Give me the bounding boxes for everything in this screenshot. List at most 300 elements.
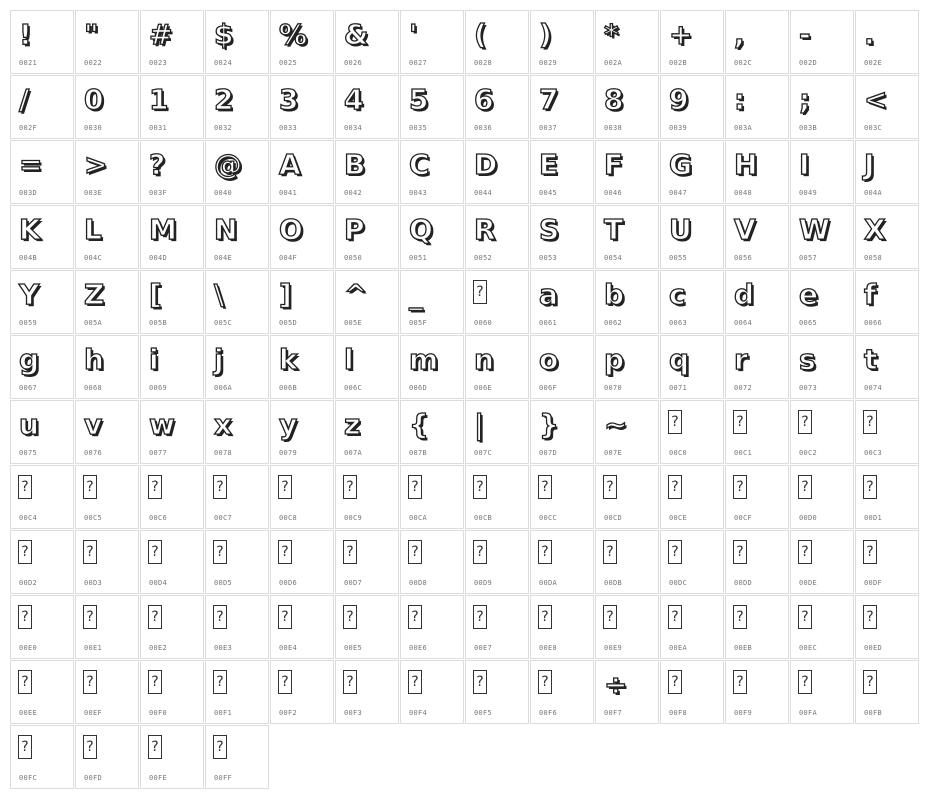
glyph-cell-00cf [725,465,789,529]
glyph-code: 00E1 [84,644,103,652]
glyph-char: < [864,83,888,116]
glyph-cell-0061 [530,270,594,334]
glyph-char: p [604,343,625,376]
missing-glyph-mark: ? [801,609,809,625]
glyph-char: M [149,213,177,246]
missing-glyph-mark: ? [606,609,614,625]
glyph-code: 0042 [344,189,363,197]
glyph-cell-004f [270,205,334,269]
glyph-cell-00f1 [205,660,269,724]
glyph-cell-00cc [530,465,594,529]
glyph-char: u [19,408,39,441]
glyph-cell-00ed [855,595,919,659]
missing-glyph-mark: ? [346,674,354,690]
glyph-code: 0060 [474,319,493,327]
glyph-code: 00DA [539,579,558,587]
glyph-char: V [734,213,756,246]
glyph-char: \ [214,278,225,311]
glyph-cell-0052 [465,205,529,269]
glyph-cell-00c8 [270,465,334,529]
glyph-code: 0050 [344,254,363,262]
glyph-cell-002c [725,10,789,74]
glyph-code: 0032 [214,124,233,132]
glyph-cell-003f [140,140,204,204]
glyph-cell-00f9 [725,660,789,724]
glyph-code: 0028 [474,59,493,67]
glyph-code: 00DE [799,579,818,587]
missing-glyph-icon [83,735,97,759]
missing-glyph-mark: ? [476,609,484,625]
glyph-cell-005d [270,270,334,334]
glyph-char: " [84,18,99,51]
glyph-char: 1 [149,83,169,116]
glyph-cell-006e [465,335,529,399]
missing-glyph-icon [213,540,227,564]
glyph-code: 0044 [474,189,493,197]
glyph-cell-00c1 [725,400,789,464]
missing-glyph-icon [538,475,552,499]
missing-glyph-icon [213,735,227,759]
missing-glyph-icon [278,670,292,694]
glyph-char: 4 [344,83,364,116]
missing-glyph-icon [863,410,877,434]
glyph-code: 0039 [669,124,688,132]
missing-glyph-mark: ? [216,739,224,755]
glyph-char: ' [409,18,418,51]
missing-glyph-icon [798,605,812,629]
glyph-cell-0075 [10,400,74,464]
glyph-char: ^ [344,278,368,311]
glyph-char: = [19,148,43,181]
glyph-code: 00EA [669,644,688,652]
glyph-char: W [799,213,830,246]
glyph-char: { [409,408,429,441]
glyph-code: 00DB [604,579,623,587]
glyph-code: 0037 [539,124,558,132]
missing-glyph-icon [18,605,32,629]
glyph-code: 004D [149,254,168,262]
glyph-code: 00C1 [734,449,753,457]
glyph-code: 0043 [409,189,428,197]
missing-glyph-icon [603,605,617,629]
missing-glyph-mark: ? [21,544,29,560]
glyph-cell-00c4 [10,465,74,529]
glyph-char: c [669,278,686,311]
glyph-code: 002E [864,59,883,67]
missing-glyph-mark: ? [216,479,224,495]
glyph-cell-00eb [725,595,789,659]
glyph-code: 00EC [799,644,818,652]
glyph-cell-003a [725,75,789,139]
missing-glyph-mark: ? [151,479,159,495]
glyph-code: 00F9 [734,709,753,717]
glyph-cell-0066 [855,270,919,334]
glyph-cell-00d4 [140,530,204,594]
glyph-cell-00fb [855,660,919,724]
glyph-cell-0063 [660,270,724,334]
glyph-char: C [409,148,430,181]
glyph-cell-0046 [595,140,659,204]
glyph-char: I [799,148,810,181]
glyph-char: 9 [669,83,689,116]
glyph-cell-00f8 [660,660,724,724]
missing-glyph-icon [278,605,292,629]
missing-glyph-icon [278,475,292,499]
missing-glyph-icon [863,475,877,499]
glyph-code: 00F0 [149,709,168,717]
glyph-cell-00f0 [140,660,204,724]
glyph-code: 00F2 [279,709,298,717]
glyph-cell-0043 [400,140,464,204]
glyph-code: 0051 [409,254,428,262]
glyph-cell-0062 [595,270,659,334]
missing-glyph-icon [473,670,487,694]
glyph-cell-00e6 [400,595,464,659]
glyph-code: 00EF [84,709,103,717]
glyph-code: 003C [864,124,883,132]
glyph-cell-0032 [205,75,269,139]
glyph-cell-0055 [660,205,724,269]
glyph-char: j [214,343,224,376]
glyph-char: @ [214,148,242,181]
glyph-code: 0035 [409,124,428,132]
missing-glyph-mark: ? [346,479,354,495]
glyph-code: 0054 [604,254,623,262]
missing-glyph-icon [603,475,617,499]
glyph-code: 00E0 [19,644,38,652]
missing-glyph-mark: ? [801,674,809,690]
glyph-code: 007B [409,449,428,457]
glyph-cell-00e0 [10,595,74,659]
glyph-code: 0023 [149,59,168,67]
glyph-char: 2 [214,83,234,116]
glyph-char: E [539,148,559,181]
glyph-code: 00C3 [864,449,883,457]
glyph-char: } [539,408,559,441]
missing-glyph-icon [473,280,487,304]
missing-glyph-mark: ? [281,479,289,495]
missing-glyph-mark: ? [541,674,549,690]
missing-glyph-icon [603,540,617,564]
glyph-cell-00da [530,530,594,594]
glyph-code: 006B [279,384,298,392]
missing-glyph-icon [408,540,422,564]
missing-glyph-mark: ? [606,544,614,560]
glyph-code: 00F6 [539,709,558,717]
missing-glyph-mark: ? [21,739,29,755]
glyph-code: 0026 [344,59,363,67]
glyph-char: 8 [604,83,624,116]
glyph-char: 7 [539,83,559,116]
glyph-char: q [669,343,690,376]
glyph-code: 0057 [799,254,818,262]
glyph-code: 00D4 [149,579,168,587]
glyph-code: 0024 [214,59,233,67]
glyph-code: 00E9 [604,644,623,652]
glyph-code: 0036 [474,124,493,132]
glyph-char: k [279,343,298,376]
missing-glyph-mark: ? [866,609,874,625]
glyph-char: N [214,213,238,246]
glyph-code: 0022 [84,59,103,67]
glyph-code: 00DF [864,579,883,587]
glyph-code: 00DD [734,579,753,587]
glyph-cell-00f3 [335,660,399,724]
glyph-code: 00C0 [669,449,688,457]
glyph-cell-00f2 [270,660,334,724]
missing-glyph-icon [798,475,812,499]
missing-glyph-icon [83,475,97,499]
glyph-code: 00EE [19,709,38,717]
missing-glyph-icon [83,605,97,629]
glyph-code: 00FD [84,774,103,782]
missing-glyph-mark: ? [281,609,289,625]
missing-glyph-icon [668,670,682,694]
missing-glyph-icon [863,670,877,694]
missing-glyph-mark: ? [866,674,874,690]
missing-glyph-mark: ? [281,674,289,690]
glyph-code: 00E5 [344,644,363,652]
glyph-code: 0066 [864,319,883,327]
missing-glyph-icon [733,475,747,499]
glyph-cell-0028 [465,10,529,74]
missing-glyph-mark: ? [866,414,874,430]
missing-glyph-mark: ? [866,544,874,560]
missing-glyph-icon [863,540,877,564]
glyph-char: x [214,408,233,441]
glyph-cell-00d1 [855,465,919,529]
glyph-cell-0041 [270,140,334,204]
glyph-code: 00C9 [344,514,363,522]
glyph-char: r [734,343,748,376]
glyph-code: 0030 [84,124,103,132]
glyph-cell-0058 [855,205,919,269]
glyph-char: h [84,343,104,376]
glyph-code: 00D7 [344,579,363,587]
missing-glyph-mark: ? [281,544,289,560]
glyph-code: 0025 [279,59,298,67]
glyph-cell-00df [855,530,919,594]
glyph-code: 00C5 [84,514,103,522]
glyph-code: 00D8 [409,579,428,587]
glyph-char: y [279,408,298,441]
glyph-code: 00D2 [19,579,38,587]
glyph-code: 002B [669,59,688,67]
glyph-char: | [474,408,485,441]
glyph-char: v [84,408,103,441]
glyph-code: 0065 [799,319,818,327]
glyph-cell-00c3 [855,400,919,464]
missing-glyph-icon [148,475,162,499]
missing-glyph-icon [798,670,812,694]
glyph-cell-0030 [75,75,139,139]
glyph-cell-0071 [660,335,724,399]
glyph-code: 006F [539,384,558,392]
glyph-code: 0056 [734,254,753,262]
glyph-cell-00e1 [75,595,139,659]
glyph-cell-00e3 [205,595,269,659]
glyph-code: 00FE [149,774,168,782]
glyph-cell-00fc [10,725,74,789]
glyph-cell-0074 [855,335,919,399]
glyph-cell-00c5 [75,465,139,529]
missing-glyph-mark: ? [541,479,549,495]
glyph-code: 0061 [539,319,558,327]
glyph-char: / [19,83,30,116]
glyph-char: O [279,213,303,246]
glyph-code: 006C [344,384,363,392]
glyph-code: 0073 [799,384,818,392]
glyph-cell-00d2 [10,530,74,594]
glyph-cell-0024 [205,10,269,74]
glyph-char: t [864,343,878,376]
glyph-code: 0059 [19,319,38,327]
glyph-code: 00E8 [539,644,558,652]
glyph-code: 00CC [539,514,558,522]
glyph-code: 00D9 [474,579,493,587]
missing-glyph-mark: ? [411,479,419,495]
glyph-char: a [539,278,558,311]
missing-glyph-mark: ? [736,414,744,430]
glyph-cell-0036 [465,75,529,139]
glyph-code: 0071 [669,384,688,392]
glyph-cell-0048 [725,140,789,204]
glyph-code: 00C2 [799,449,818,457]
glyph-code: 0058 [864,254,883,262]
glyph-cell-002f [10,75,74,139]
glyph-cell-004d [140,205,204,269]
glyph-code: 00E6 [409,644,428,652]
glyph-char: > [84,148,108,181]
missing-glyph-mark: ? [736,674,744,690]
glyph-char: 0 [84,83,104,116]
glyph-code: 004F [279,254,298,262]
missing-glyph-icon [343,475,357,499]
glyph-cell-00ff [205,725,269,789]
glyph-cell-0059 [10,270,74,334]
glyph-code: 00CA [409,514,428,522]
missing-glyph-mark: ? [541,609,549,625]
glyph-cell-00ea [660,595,724,659]
glyph-cell-00fd [75,725,139,789]
glyph-char: - [799,18,811,51]
glyph-char: s [799,343,816,376]
missing-glyph-icon [668,410,682,434]
missing-glyph-icon [408,605,422,629]
glyph-cell-0067 [10,335,74,399]
glyph-cell-00ee [10,660,74,724]
glyph-code: 0045 [539,189,558,197]
glyph-cell-00e5 [335,595,399,659]
glyph-cell-0038 [595,75,659,139]
missing-glyph-icon [343,540,357,564]
glyph-cell-006f [530,335,594,399]
missing-glyph-mark: ? [801,544,809,560]
glyph-cell-0034 [335,75,399,139]
glyph-char: H [734,148,758,181]
glyph-char: l [344,343,354,376]
missing-glyph-mark: ? [86,544,94,560]
glyph-code: 0053 [539,254,558,262]
glyph-cell-0022 [75,10,139,74]
missing-glyph-mark: ? [86,739,94,755]
glyph-code: 00D1 [864,514,883,522]
glyph-cell-0045 [530,140,594,204]
missing-glyph-icon [668,605,682,629]
glyph-cell-0049 [790,140,854,204]
missing-glyph-icon [733,540,747,564]
glyph-code: 004C [84,254,103,262]
glyph-cell-004e [205,205,269,269]
glyph-code: 0074 [864,384,883,392]
glyph-char: R [474,213,496,246]
glyph-cell-0051 [400,205,464,269]
glyph-code: 003A [734,124,753,132]
glyph-char: P [344,213,365,246]
missing-glyph-mark: ? [736,479,744,495]
glyph-cell-00e8 [530,595,594,659]
glyph-char: S [539,213,560,246]
glyph-code: 0055 [669,254,688,262]
glyph-cell-00e9 [595,595,659,659]
glyph-code: 00C7 [214,514,233,522]
glyph-cell-0079 [270,400,334,464]
glyph-code: 00CE [669,514,688,522]
glyph-cell-00d0 [790,465,854,529]
glyph-char: ! [19,18,32,51]
glyph-code: 0076 [84,449,103,457]
glyph-code: 00F7 [604,709,623,717]
glyph-cell-005b [140,270,204,334]
glyph-char: # [149,18,173,51]
glyph-code: 003B [799,124,818,132]
glyph-cell-0076 [75,400,139,464]
glyph-cell-0033 [270,75,334,139]
glyph-code: 00F4 [409,709,428,717]
glyph-cell-00c7 [205,465,269,529]
glyph-cell-0064 [725,270,789,334]
missing-glyph-icon [538,540,552,564]
missing-glyph-mark: ? [216,544,224,560]
glyph-cell-005a [75,270,139,334]
glyph-code: 00E4 [279,644,298,652]
missing-glyph-icon [733,410,747,434]
glyph-code: 00CD [604,514,623,522]
glyph-char: , [734,18,745,51]
glyph-code: 0067 [19,384,38,392]
glyph-code: 0069 [149,384,168,392]
missing-glyph-icon [668,475,682,499]
glyph-cell-0057 [790,205,854,269]
glyph-code: 00C6 [149,514,168,522]
missing-glyph-icon [473,475,487,499]
glyph-char: U [669,213,692,246]
missing-glyph-icon [83,670,97,694]
glyph-char: o [539,343,559,376]
missing-glyph-mark: ? [86,609,94,625]
missing-glyph-icon [148,605,162,629]
glyph-char: G [669,148,692,181]
glyph-cell-002e [855,10,919,74]
glyph-cell-00ca [400,465,464,529]
glyph-char: _ [409,278,423,311]
glyph-cell-0068 [75,335,139,399]
glyph-cell-00c9 [335,465,399,529]
glyph-char: ; [799,83,811,116]
glyph-cell-00c0 [660,400,724,464]
missing-glyph-mark: ? [411,674,419,690]
glyph-code: 006E [474,384,493,392]
